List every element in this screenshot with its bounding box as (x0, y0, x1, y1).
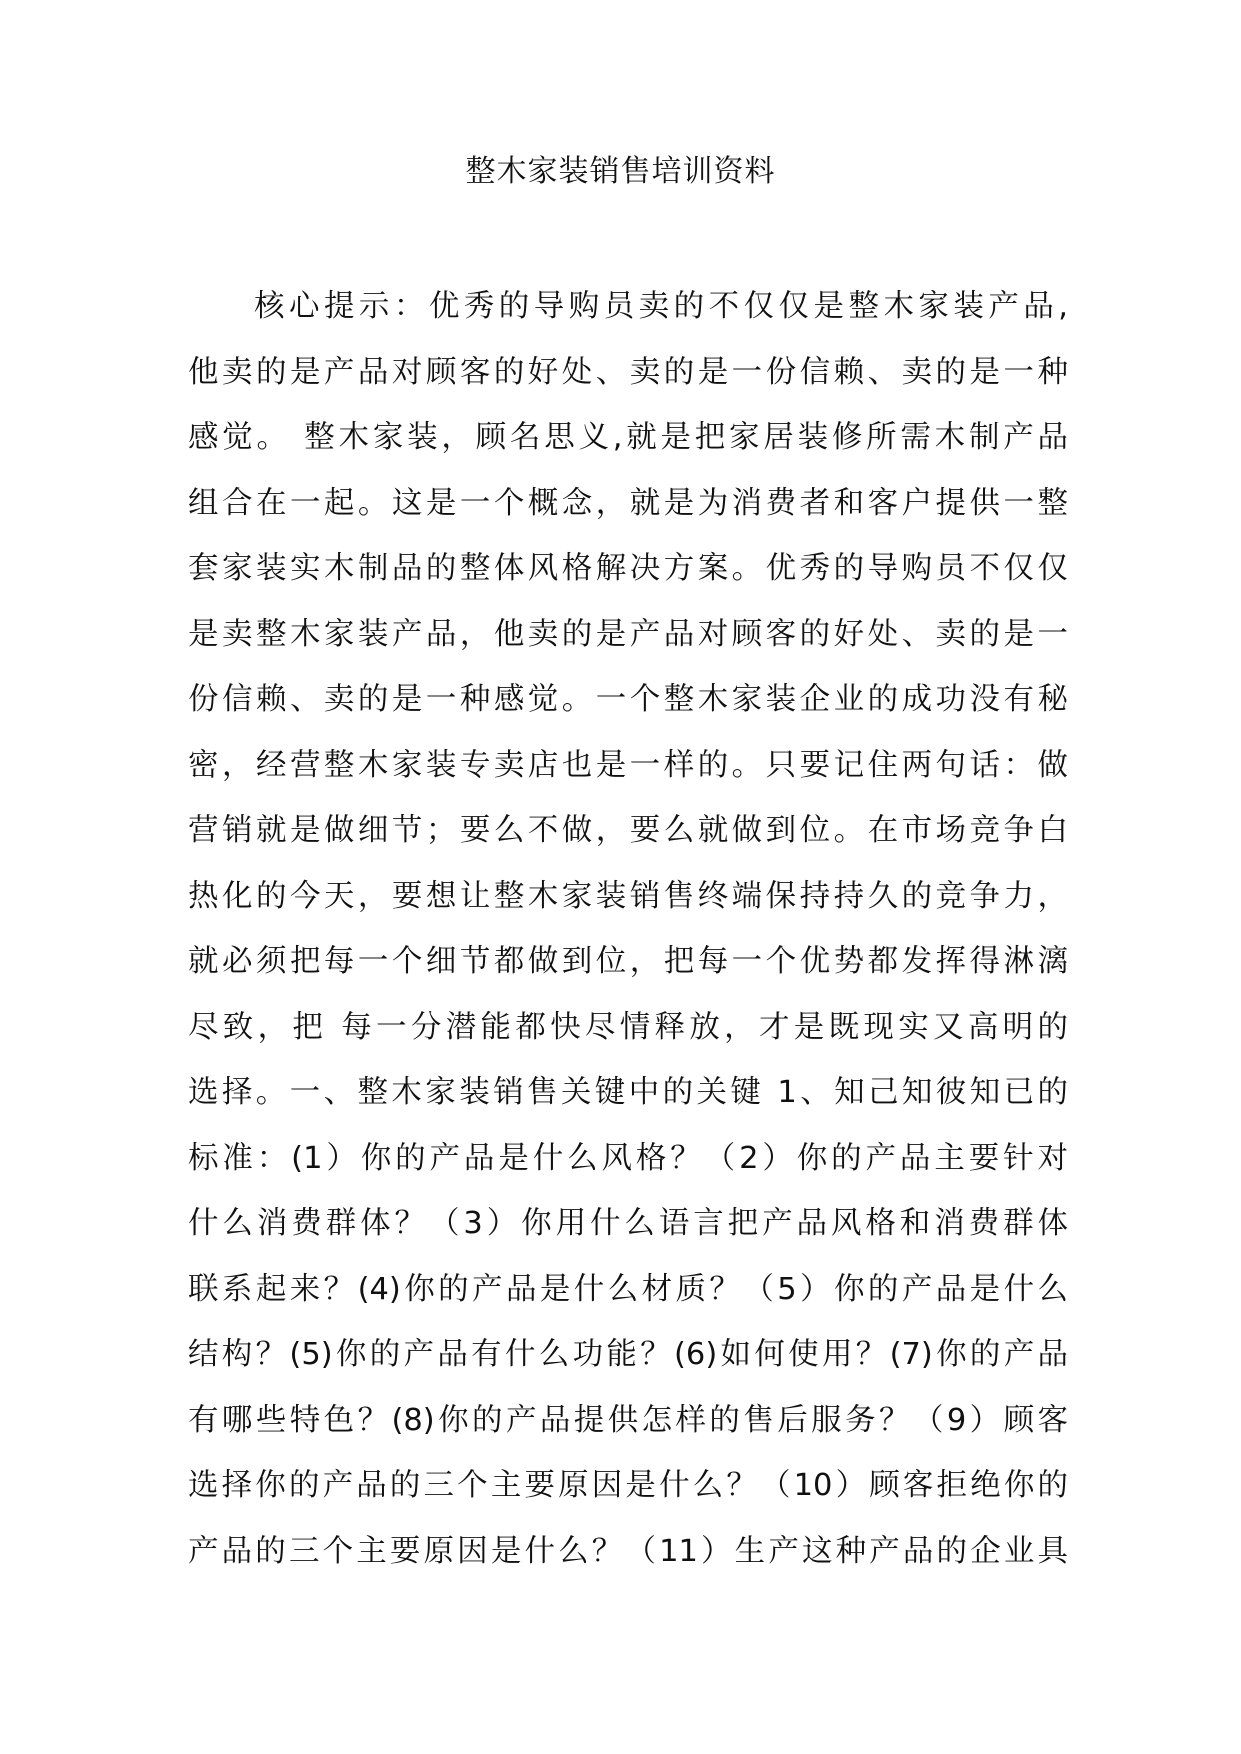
body-line: 标准：(1）你的产品是什么风格？（2）你的产品主要针对 (188, 1140, 1068, 1176)
body-line: 密，经营整木家装专卖店也是一样的。只要记住两句话：做 (188, 747, 1068, 783)
body-line: 组合在一起。这是一个概念，就是为消费者和客户提供一整 (188, 485, 1068, 521)
body-line: 营销就是做细节；要么不做，要么就做到位。在市场竞争白 (188, 813, 1068, 848)
body-line: 尽致，把 每一分潜能都快尽情释放，才是既现实又高明的 (188, 1009, 1068, 1045)
body-line: 结构？(5)你的产品有什么功能？(6)如何使用？(7)你的产品 (188, 1337, 1068, 1372)
body-line: 选择你的产品的三个主要原因是什么？（10）顾客拒绝你的 (188, 1468, 1068, 1503)
body-line: 有哪些特色？(8)你的产品提供怎样的售后服务？（9）顾客 (188, 1402, 1068, 1438)
document-body (188, 285, 1068, 1595)
body-line: 他卖的是产品对顾客的好处、卖的是一份信赖、卖的是一种 (188, 354, 1068, 390)
body-line: 联系起来？(4)你的产品是什么材质？（5）你的产品是什么 (188, 1271, 1068, 1307)
body-line: 是卖整木家装产品，他卖的是产品对顾客的好处、卖的是一 (188, 616, 1068, 652)
document-title: 整木家装销售培训资料 (465, 154, 776, 189)
body-line: 选择。一、整木家装销售关键中的关键 1、知己知彼知已的 (188, 1075, 1068, 1110)
body-line: 感觉。 整木家装，顾名思义,就是把家居装修所需木制产品 (188, 420, 1068, 455)
body-line: 什么消费群体？（3）你用什么语言把产品风格和消费群体 (188, 1206, 1068, 1241)
body-line: 就必须把每一个细节都做到位，把每一个优势都发挥得淋漓 (188, 944, 1068, 979)
body-line: 套家装实木制品的整体风格解决方案。优秀的导购员不仅仅 (188, 551, 1068, 586)
body-line: 核心提示：优秀的导购员卖的不仅仅是整木家装产品, (254, 289, 1068, 324)
body-line: 份信赖、卖的是一种感觉。一个整木家装企业的成功没有秘 (188, 682, 1068, 717)
body-line: 产品的三个主要原因是什么？（11）生产这种产品的企业具 (188, 1533, 1068, 1569)
body-line: 热化的今天，要想让整木家装销售终端保持持久的竞争力， (188, 878, 1068, 914)
